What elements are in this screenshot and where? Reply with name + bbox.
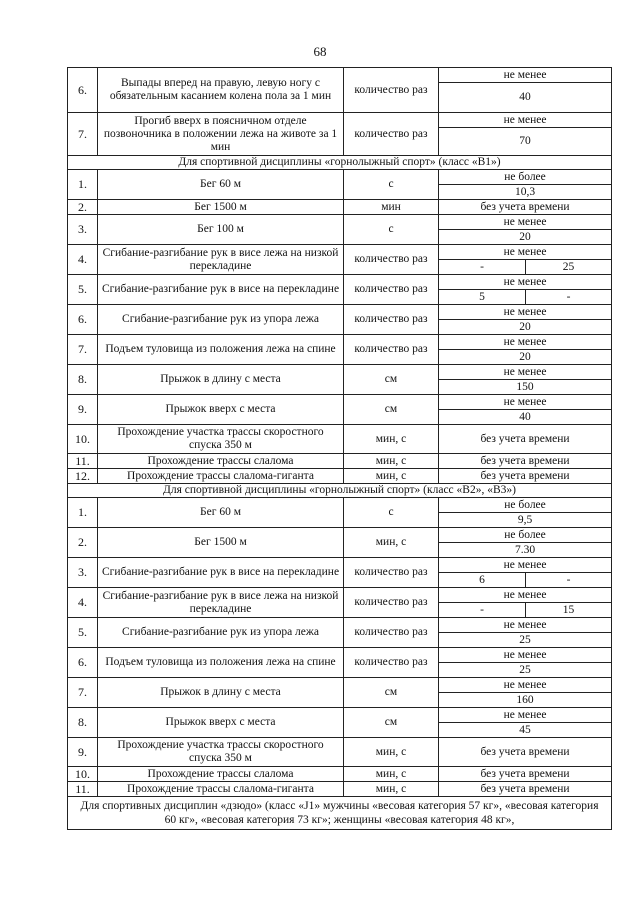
unit: количество раз <box>344 305 439 335</box>
norm-label: не менее <box>439 558 612 573</box>
unit: количество раз <box>344 245 439 275</box>
norm-value: без учета времени <box>439 454 612 469</box>
row-number: 7. <box>68 678 98 708</box>
table-row <box>68 113 612 128</box>
row-number: 5. <box>68 618 98 648</box>
exercise-name: Прохождение трассы слалома-гиганта <box>98 469 344 484</box>
section-header-row <box>68 484 612 498</box>
section-header-row <box>68 797 612 830</box>
exercise-name: Бег 100 м <box>98 215 344 245</box>
unit: количество раз <box>344 275 439 305</box>
norm-label: не менее <box>439 365 612 380</box>
norm-value: без учета времени <box>439 782 612 797</box>
row-number: 12. <box>68 469 98 484</box>
page-number: 68 <box>313 44 327 59</box>
norm-value: 25 <box>439 633 612 648</box>
norm-value: 7.30 <box>439 543 612 558</box>
unit: см <box>344 395 439 425</box>
norm-value-left: - <box>439 603 526 618</box>
exercise-name: Бег 60 м <box>98 498 344 528</box>
unit: количество раз <box>344 588 439 618</box>
unit: мин, с <box>344 528 439 558</box>
unit: см <box>344 365 439 395</box>
exercise-name: Сгибание-разгибание рук в висе лежа на низкой перекладине <box>98 588 344 618</box>
norm-label: не менее <box>439 305 612 320</box>
unit: мин, с <box>344 425 439 454</box>
norm-label: не менее <box>439 708 612 723</box>
norm-value: без учета времени <box>439 767 612 782</box>
norm-label: не менее <box>439 68 612 83</box>
unit: количество раз <box>344 618 439 648</box>
exercise-name: Прогиб вверх в поясничном отделе позвоночника в положении лежа на животе за 1 мин <box>98 113 344 156</box>
exercise-name: Бег 1500 м <box>98 528 344 558</box>
exercise-name: Подъем туловища из положения лежа на спине <box>98 335 344 365</box>
exercise-name: Прохождение трассы слалома <box>98 767 344 782</box>
norm-label: не менее <box>439 618 612 633</box>
norm-value-left: 5 <box>439 290 526 305</box>
norm-value-right: - <box>526 573 612 588</box>
norm-value: 20 <box>439 230 612 245</box>
exercise-name: Выпады вперед на правую, левую ногу с обязательным касанием колена пола за 1 мин <box>98 68 344 113</box>
row-number: 11. <box>68 782 98 797</box>
norm-value-left: - <box>439 260 526 275</box>
row-number: 3. <box>68 558 98 588</box>
norm-value: без учета времени <box>439 425 612 454</box>
norm-value: 45 <box>439 723 612 738</box>
row-number: 10. <box>68 425 98 454</box>
norm-value: 40 <box>439 410 612 425</box>
norm-value: 10,3 <box>439 185 612 200</box>
exercise-name: Сгибание-разгибание рук из упора лежа <box>98 305 344 335</box>
norm-value-left: 6 <box>439 573 526 588</box>
exercise-name: Прохождение трассы слалома-гиганта <box>98 782 344 797</box>
row-number: 2. <box>68 528 98 558</box>
unit: мин, с <box>344 782 439 797</box>
section-header-row <box>68 156 612 170</box>
norm-value: 160 <box>439 693 612 708</box>
exercise-name: Прохождение участка трассы скоростного спуска 350 м <box>98 425 344 454</box>
exercise-name: Сгибание-разгибание рук в висе лежа на низкой перекладине <box>98 245 344 275</box>
norm-value: 150 <box>439 380 612 395</box>
norm-value: 20 <box>439 320 612 335</box>
norm-label: не более <box>439 498 612 513</box>
row-number: 9. <box>68 738 98 767</box>
unit: количество раз <box>344 68 439 113</box>
unit: мин <box>344 200 439 215</box>
norm-label: не менее <box>439 113 612 128</box>
unit: см <box>344 678 439 708</box>
exercise-name: Прыжок вверх с места <box>98 708 344 738</box>
norm-value: без учета времени <box>439 738 612 767</box>
row-number: 4. <box>68 588 98 618</box>
norm-label: не менее <box>439 215 612 230</box>
row-number: 3. <box>68 215 98 245</box>
norm-label: не менее <box>439 335 612 350</box>
table-row <box>68 68 612 83</box>
exercise-name: Прыжок в длину с места <box>98 678 344 708</box>
unit: с <box>344 215 439 245</box>
exercise-name: Сгибание-разгибание рук в висе на перекладине <box>98 558 344 588</box>
row-number: 5. <box>68 275 98 305</box>
unit: см <box>344 708 439 738</box>
norms-table <box>67 67 612 830</box>
unit: мин, с <box>344 738 439 767</box>
unit: количество раз <box>344 648 439 678</box>
exercise-name: Сгибание-разгибание рук в висе на перекладине <box>98 275 344 305</box>
unit: мин, с <box>344 454 439 469</box>
unit: с <box>344 170 439 200</box>
row-number: 11. <box>68 454 98 469</box>
exercise-name: Бег 60 м <box>98 170 344 200</box>
norm-value: 70 <box>439 128 612 156</box>
exercise-name: Прыжок вверх с места <box>98 395 344 425</box>
norm-label: не менее <box>439 678 612 693</box>
row-number: 4. <box>68 245 98 275</box>
row-number: 8. <box>68 365 98 395</box>
exercise-name: Прохождение трассы слалома <box>98 454 344 469</box>
norm-value: без учета времени <box>439 200 612 215</box>
exercise-name: Сгибание-разгибание рук из упора лежа <box>98 618 344 648</box>
row-number: 9. <box>68 395 98 425</box>
unit: количество раз <box>344 558 439 588</box>
norm-label: не менее <box>439 648 612 663</box>
row-number: 6. <box>68 648 98 678</box>
exercise-name: Прохождение участка трассы скоростного спуска 350 м <box>98 738 344 767</box>
unit: мин, с <box>344 469 439 484</box>
norm-value: 9,5 <box>439 513 612 528</box>
unit: с <box>344 498 439 528</box>
norm-label: не менее <box>439 588 612 603</box>
norm-value: 25 <box>439 663 612 678</box>
row-number: 1. <box>68 170 98 200</box>
row-number: 7. <box>68 335 98 365</box>
row-number: 6. <box>68 68 98 113</box>
norm-label: не менее <box>439 275 612 290</box>
norm-value-right: 25 <box>526 260 612 275</box>
unit: количество раз <box>344 335 439 365</box>
norm-value-right: 15 <box>526 603 612 618</box>
norm-label: не более <box>439 528 612 543</box>
norm-label: не более <box>439 170 612 185</box>
norm-label: не менее <box>439 245 612 260</box>
norm-value: без учета времени <box>439 469 612 484</box>
row-number: 8. <box>68 708 98 738</box>
norm-value-right: - <box>526 290 612 305</box>
row-number: 1. <box>68 498 98 528</box>
unit: мин, с <box>344 767 439 782</box>
norm-value: 20 <box>439 350 612 365</box>
norm-label: не менее <box>439 395 612 410</box>
unit: количество раз <box>344 113 439 156</box>
exercise-name: Прыжок в длину с места <box>98 365 344 395</box>
row-number: 2. <box>68 200 98 215</box>
row-number: 6. <box>68 305 98 335</box>
section-title: Для спортивной дисциплины «горнолыжный спорт» (класс «B1») <box>68 156 612 170</box>
row-number: 7. <box>68 113 98 156</box>
exercise-name: Бег 1500 м <box>98 200 344 215</box>
section-title: Для спортивных дисциплин «дзюдо» (класс «J1» мужчины «весовая категория 57 кг», «весовая категория 60 кг», «весовая категория 73 кг»; женщины «весовая категория 48 кг», <box>68 797 612 830</box>
row-number: 10. <box>68 767 98 782</box>
section-title: Для спортивной дисциплины «горнолыжный спорт» (класс «B2», «B3») <box>68 484 612 498</box>
norm-value: 40 <box>439 83 612 113</box>
exercise-name: Подъем туловища из положения лежа на спине <box>98 648 344 678</box>
